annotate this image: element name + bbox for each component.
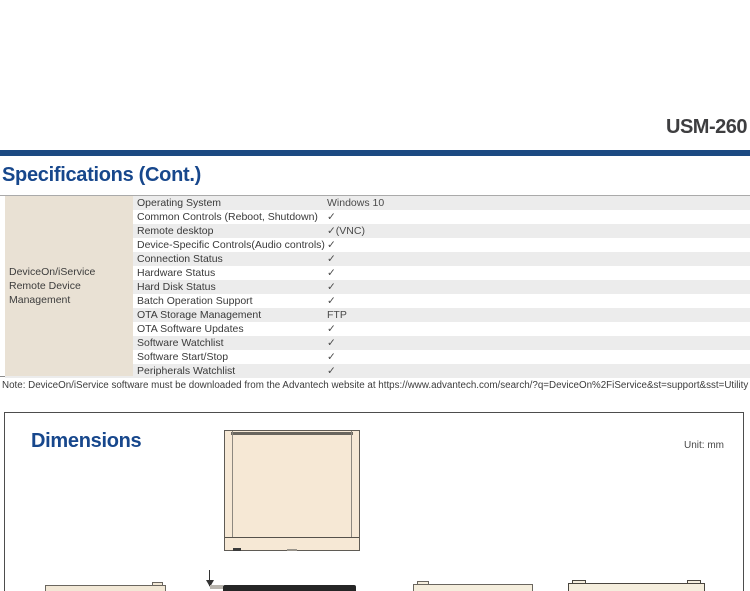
spec-value: ✓(VNC) [327, 225, 365, 237]
header-rule [0, 150, 750, 156]
spec-feature: Hard Disk Status [137, 281, 216, 293]
dimensions-heading: Dimensions [31, 430, 142, 452]
front-view-bottom-divider [225, 537, 359, 538]
group-label-line2: Remote Device Management [9, 280, 81, 306]
spec-value: ✓ [327, 365, 336, 377]
dimension-connector [210, 585, 223, 589]
spec-feature: Peripherals Watchlist [137, 365, 236, 377]
spec-feature: Common Controls (Reboot, Shutdown) [137, 211, 318, 223]
spec-group-cell [5, 196, 133, 376]
spec-value: ✓ [327, 351, 336, 363]
side-view-4-notch-right [687, 580, 701, 584]
specifications-heading: Specifications (Cont.) [2, 164, 201, 186]
specifications-table [0, 195, 750, 377]
spec-feature: Software Start/Stop [137, 351, 229, 363]
spec-value: ✓ [327, 281, 336, 293]
front-view-foot-2 [287, 549, 297, 551]
side-view-drawing-2-dark-bar [223, 585, 356, 591]
dimensions-section [4, 412, 744, 591]
side-view-1-notch [152, 582, 163, 586]
spec-value: ✓ [327, 337, 336, 349]
spec-value: ✓ [327, 295, 336, 307]
spec-feature: OTA Software Updates [137, 323, 244, 335]
spec-feature: Operating System [137, 197, 222, 209]
spec-value: ✓ [327, 239, 336, 251]
spec-value: ✓ [327, 211, 336, 223]
spec-feature: Batch Operation Support [137, 295, 253, 307]
spec-value: FTP [327, 309, 347, 321]
front-view-drawing [224, 430, 360, 551]
product-code: USM-260 [666, 116, 747, 138]
spec-value: ✓ [327, 267, 336, 279]
side-view-4-notch-left [572, 580, 586, 584]
front-view-right-edge-line [351, 431, 352, 537]
side-view-drawing-4 [568, 583, 705, 591]
unit-label: Unit: mm [684, 440, 724, 451]
spec-value: Windows 10 [327, 197, 385, 209]
front-view-left-edge-line [232, 431, 233, 537]
side-view-drawing-3 [413, 584, 533, 591]
front-view-top-edge [231, 432, 353, 435]
spec-feature: Hardware Status [137, 267, 216, 279]
front-view-foot [233, 548, 241, 551]
group-label-line1: DeviceOn/iService [9, 266, 96, 278]
spec-feature: OTA Storage Management [137, 309, 262, 321]
side-view-3-notch [417, 581, 429, 585]
spec-value: ✓ [327, 323, 336, 335]
side-view-drawing-1 [45, 585, 166, 591]
spec-feature: Device-Specific Controls(Audio controls) [137, 239, 325, 251]
spec-feature: Remote desktop [137, 225, 214, 237]
spec-feature: Software Watchlist [137, 337, 224, 349]
footnote: Note: DeviceOn/iService software must be downloaded from the Advantech website at https://www.advantech.com/search/?q=DeviceOn%2FiService&st=support&sst=Utility [2, 380, 749, 391]
spec-value: ✓ [327, 253, 336, 265]
spec-feature: Connection Status [137, 253, 223, 265]
